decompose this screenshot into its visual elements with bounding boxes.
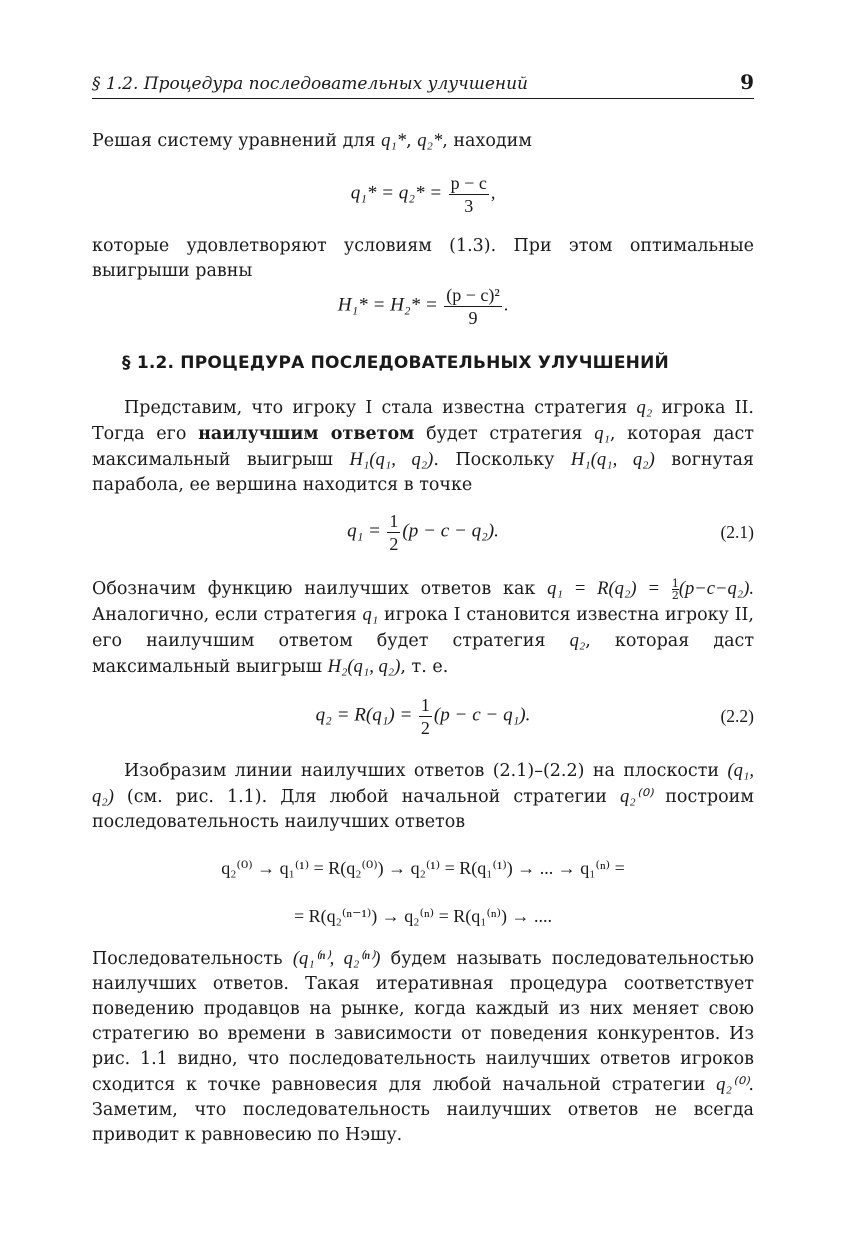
math: H₁(q₁, q₂) <box>349 449 434 470</box>
numerator: p − c <box>450 173 487 193</box>
text: игрока I становится известна игроку II, его наилучшим ответом будет стратегия <box>92 605 754 651</box>
fraction <box>444 284 502 329</box>
text: Последовательность <box>92 949 283 969</box>
math: (p−c−q₂). <box>678 578 754 599</box>
text: , которая даст максимальный выигрыш <box>92 424 754 470</box>
equation-number: (2.1) <box>720 522 754 542</box>
paragraph-response-function <box>92 576 754 680</box>
equation-number: (2.2) <box>720 706 754 726</box>
text: , т. е. <box>400 657 449 677</box>
numerator: (p − c)² <box>446 285 500 305</box>
running-title: § 1.2. Процедура последовательных улучшений <box>92 74 528 94</box>
math: q₂ <box>569 630 586 651</box>
text: Изобразим линии наилучших ответов (2.1)–(2.2) на плоскости <box>124 761 720 781</box>
text: . <box>503 294 509 315</box>
denominator: 2 <box>420 718 430 738</box>
math: q₂⁽⁰⁾ <box>619 786 653 807</box>
emphasis: наилучшим ответом <box>198 424 415 444</box>
text: (см. рис. 1.1). Для любой начальной стратегии <box>126 787 607 807</box>
equation-2-2 <box>92 694 754 740</box>
text: . Заметим, что последовательность наилучших ответов не всегда приводит к равновесию по Нэшу. <box>92 1075 754 1145</box>
text: находим <box>453 131 532 151</box>
math: q₂⁽⁰⁾ <box>716 1074 749 1095</box>
equation-rhs: (p − c − q₁). <box>433 704 531 726</box>
fraction <box>419 694 432 739</box>
text: Решая систему уравнений для <box>92 131 376 151</box>
equation-rhs: (p − c − q₂). <box>402 520 499 542</box>
math: H₂(q₁, q₂) <box>327 656 401 677</box>
equation-lhs: q₂ = R(q₁) = <box>315 704 413 726</box>
numerator: 1 <box>420 695 430 715</box>
paragraph-best-response-lines <box>92 758 754 835</box>
fraction <box>387 510 400 555</box>
math: (q₁⁽ⁿ⁾, q₂⁽ⁿ⁾) <box>292 948 381 969</box>
text: . Поскольку <box>433 450 555 470</box>
math: q₁ <box>594 423 610 444</box>
text: будет стратегия <box>426 424 583 444</box>
equation-lhs: q₁ = <box>347 520 381 542</box>
text: построим последовательность наилучших ответов <box>92 787 754 832</box>
running-header <box>92 70 754 99</box>
math: H₁(q₁, q₂) <box>570 449 655 470</box>
text: , <box>406 131 412 151</box>
math: q₂ <box>636 397 653 418</box>
text: , <box>490 182 496 203</box>
paragraph-sequence <box>92 946 754 1148</box>
text: будем называть последовательностью наилучших ответов. Такая итеративная процедура соответствует поведению продавцов на рынке, когда каждый из них меняет свою стратегию во времени в зависимости от поведения конкурентов. Из рис. 1.1 видно, что последовательность наилучших ответов игроков сходится к точке равновесия для любой начальной стратегии <box>92 949 754 1095</box>
equation-q-star <box>92 172 754 218</box>
equation-h-star <box>92 284 754 330</box>
numerator: 1 <box>389 511 399 531</box>
fraction <box>449 172 489 217</box>
math: q₁ = R(q₂) = <box>547 578 660 599</box>
equation-2-1 <box>92 510 754 556</box>
section-heading: § 1.2. ПРОЦЕДУРА ПОСЛЕДОВАТЕЛЬНЫХ УЛУЧШЕНИЙ <box>122 353 669 373</box>
denominator: 9 <box>468 308 478 328</box>
equation-lhs: q₁* = q₂* = <box>350 182 443 204</box>
denominator: 2 <box>389 534 399 554</box>
text: игрока II. Тогда его <box>92 398 754 444</box>
math: q₁ <box>362 604 379 625</box>
text: Аналогично, если стратегия <box>92 605 357 625</box>
text: вогнутая парабола, ее вершина находится в точке <box>92 450 754 495</box>
numerator: 1 <box>671 577 679 590</box>
math: q₂* <box>417 130 443 151</box>
sequence-line-1: q₂⁽⁰⁾ → q₁⁽¹⁾ = R(q₂⁽⁰⁾) → q₂⁽¹⁾ = R(q₁⁽¹⁾) → ... → q₁⁽ⁿ⁾ = <box>221 858 625 878</box>
denominator: 2 <box>671 589 679 602</box>
paragraph-intro <box>92 128 754 154</box>
math: (q₁, q₂) <box>92 760 754 807</box>
equation-lhs: H₁* = H₂* = <box>337 294 438 316</box>
denominator: 3 <box>464 196 474 216</box>
page-number: 9 <box>740 70 754 94</box>
math: q₁* <box>381 130 407 151</box>
text: , которая даст максимальный выигрыш <box>92 631 755 677</box>
text: Обозначим функцию наилучших ответов как <box>92 579 536 599</box>
paragraph-best-response <box>92 395 754 498</box>
inline-fraction <box>672 578 679 601</box>
text: , <box>442 131 448 151</box>
text: Представим, что игроку I стала известна стратегия <box>124 398 628 418</box>
sequence-line-2: = R(q₂⁽ⁿ⁻¹⁾) → q₂⁽ⁿ⁾ = R(q₁⁽ⁿ⁾) → .... <box>293 906 553 926</box>
paragraph-optimal-payoffs: которые удовлетворяют условиям (1.3). При этом оптимальные выигрыши равны <box>92 236 754 281</box>
